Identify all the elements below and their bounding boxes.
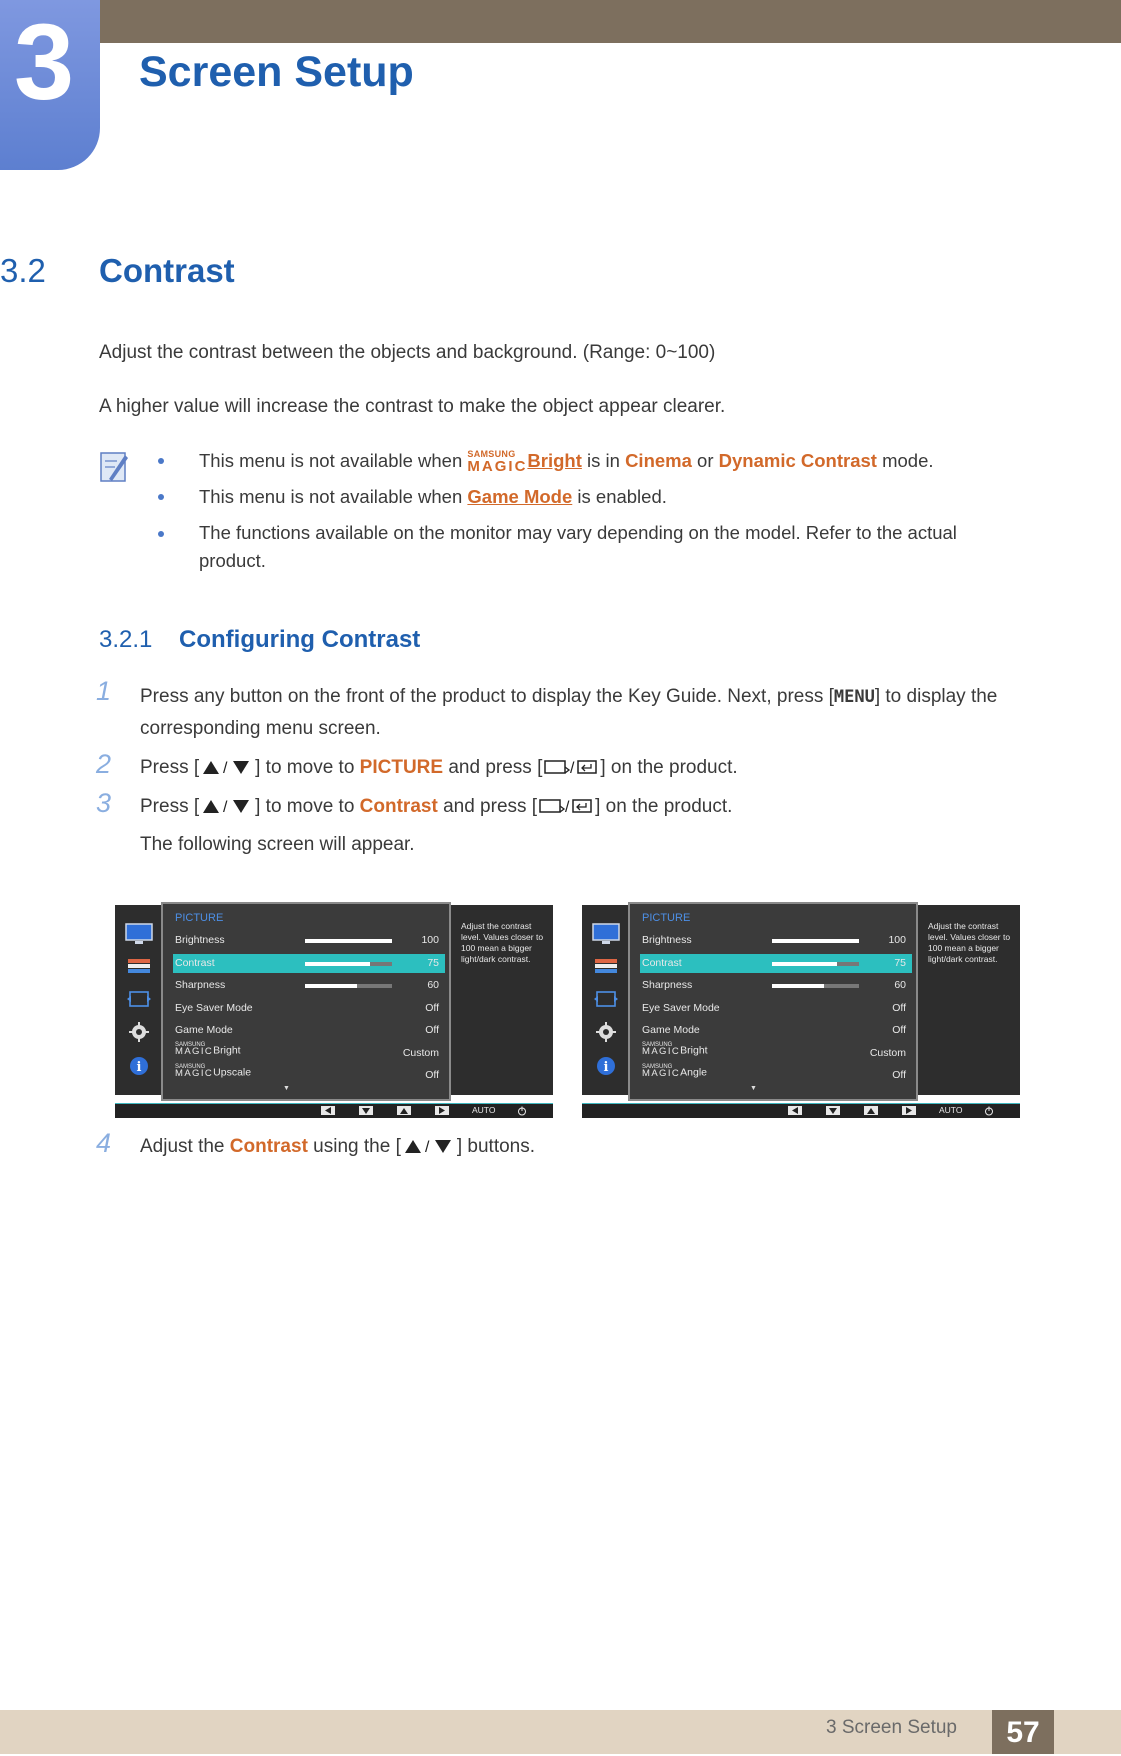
- step-1-number: 1: [96, 676, 112, 706]
- osd-picture-menu: [628, 902, 918, 1101]
- color-icon[interactable]: [592, 957, 620, 975]
- osd-row-value: 75: [894, 956, 906, 969]
- picture-monitor-icon[interactable]: [592, 923, 620, 945]
- svg-text:i: i: [603, 1060, 609, 1075]
- osd-row-value: Off: [892, 1024, 906, 1036]
- osd-row-label: Game Mode: [175, 1024, 233, 1036]
- step-2-number: 2: [96, 749, 112, 779]
- samsung-magic-logo: SAMSUNG MAGIC: [467, 449, 528, 475]
- osd-row-label: SAMSUNG MAGIC Upscale: [175, 1064, 252, 1080]
- bullet-dot: [158, 458, 164, 464]
- intro-paragraph-2: A higher value will increase the contrast to make the object appear clearer.: [99, 396, 726, 417]
- osd-menu-header: PICTURE: [642, 912, 691, 924]
- step-4-text: Adjust the Contrast using the [ / ] buttons.: [140, 1136, 536, 1157]
- chapter-title: Screen Setup: [139, 48, 414, 96]
- osd-row-value: Off: [425, 1069, 439, 1081]
- osd-row-label: Brightness: [175, 934, 225, 946]
- osd-row-value: 75: [427, 956, 439, 969]
- osd-row-value: 60: [427, 979, 439, 991]
- osd-menu-row[interactable]: [640, 954, 912, 973]
- osd-row-label: Contrast: [175, 956, 215, 969]
- chapter-number: 3: [13, 1, 75, 122]
- page-number: 57: [992, 1710, 1054, 1754]
- game-mode-link[interactable]: Game Mode: [467, 486, 573, 507]
- osd-row-label: Sharpness: [642, 979, 693, 991]
- picture-label: PICTURE: [359, 757, 444, 778]
- osd-menu-row[interactable]: [640, 931, 912, 950]
- osd-menu-row[interactable]: [640, 976, 912, 995]
- power-icon[interactable]: [984, 1106, 994, 1116]
- size-position-icon[interactable]: [125, 988, 153, 1010]
- footer-chapter-label: 3 Screen Setup: [826, 1717, 957, 1738]
- osd-row-value: Off: [425, 1001, 439, 1014]
- section-number: 3.2: [0, 252, 46, 289]
- osd-key-guide-bar: [582, 1103, 1020, 1118]
- picture-monitor-icon[interactable]: [125, 923, 153, 945]
- up-down-arrows-icon: [401, 1137, 457, 1155]
- size-position-icon[interactable]: [592, 988, 620, 1010]
- step-3-text: Press [ / ] to move to Contrast and press [ / ] on the product.: [140, 796, 733, 817]
- osd-slider-fill: [305, 984, 357, 988]
- up-arrow-key-icon[interactable]: [397, 1106, 411, 1115]
- osd-slider-fill: [305, 939, 392, 943]
- osd-menu-header: PICTURE: [175, 912, 224, 924]
- osd-slider-fill: [305, 962, 370, 966]
- info-icon[interactable]: [125, 1055, 153, 1077]
- osd-row-label: Eye Saver Mode: [642, 1001, 720, 1014]
- osd-menu-row[interactable]: [640, 999, 912, 1018]
- note-1-text-a: This menu is not available when: [199, 450, 468, 471]
- auto-key-label[interactable]: AUTO: [472, 1105, 496, 1115]
- osd-slider-track: [772, 939, 859, 943]
- osd-row-label: Game Mode: [642, 1024, 700, 1036]
- bullet-dot: [158, 531, 164, 537]
- samsung-magic-logo: SAMSUNG MAGIC: [175, 1041, 214, 1057]
- magic-bright-link[interactable]: SAMSUNG MAGIC Bright: [467, 449, 582, 475]
- osd-slider-track: [305, 984, 392, 988]
- note-1-text-b: is in: [581, 450, 626, 471]
- osd-help-text: Adjust the contrast level. Values closer to 100 mean a bigger light/dark contrast.: [928, 921, 1011, 964]
- chapter-tab: [0, 0, 100, 170]
- contrast-label: Contrast: [359, 796, 438, 817]
- note-2: This menu is not available when Game Mode is enabled.: [199, 486, 667, 507]
- osd-row-label: SAMSUNG MAGIC Bright: [642, 1041, 708, 1057]
- down-arrow-key-icon[interactable]: [359, 1106, 373, 1115]
- osd-row-value: Custom: [402, 1046, 439, 1059]
- osd-row-label: SAMSUNG MAGIC Bright: [175, 1041, 241, 1057]
- step-3-number: 3: [96, 788, 112, 818]
- left-arrow-key-icon[interactable]: [321, 1106, 335, 1115]
- section-title: Contrast: [99, 252, 235, 289]
- menu-enter-icon: [537, 797, 595, 815]
- osd-row-label: Brightness: [642, 934, 692, 946]
- cinema-label: Cinema: [625, 450, 692, 471]
- osd-row-value: Custom: [869, 1046, 906, 1059]
- osd-screenshot-right: [582, 905, 1020, 1119]
- osd-menu-row[interactable]: [640, 1021, 912, 1040]
- osd-menu-row[interactable]: [173, 1066, 445, 1085]
- osd-menu-row[interactable]: [640, 1066, 912, 1085]
- samsung-magic-logo: SAMSUNG MAGIC: [642, 1064, 681, 1080]
- note-icon: [99, 449, 129, 483]
- osd-key-guide-bar: [115, 1103, 553, 1118]
- osd-row-value: 60: [894, 979, 906, 991]
- gear-icon[interactable]: [125, 1021, 153, 1043]
- samsung-magic-logo: SAMSUNG MAGIC: [175, 1064, 214, 1080]
- osd-menu-row[interactable]: [173, 976, 445, 995]
- osd-icon-sidebar: [582, 905, 628, 1095]
- osd-slider-fill: [772, 939, 859, 943]
- subsection-number: 3.2.1: [99, 626, 153, 653]
- osd-menu-row[interactable]: [173, 954, 445, 973]
- osd-screenshot-left: [115, 905, 553, 1119]
- right-arrow-key-icon[interactable]: [435, 1106, 449, 1115]
- contrast-label: Contrast: [229, 1136, 308, 1157]
- svg-text:/: /: [570, 760, 575, 776]
- step-3-follow-text: The following screen will appear.: [140, 834, 415, 855]
- osd-row-label: Sharpness: [175, 979, 226, 991]
- osd-slider-fill: [772, 962, 837, 966]
- bullet-dot: [158, 494, 164, 500]
- osd-row-label: SAMSUNG MAGIC Angle: [642, 1064, 707, 1080]
- subsection-title: Configuring Contrast: [179, 626, 421, 653]
- osd-slider-track: [305, 962, 392, 966]
- step-2-text: Press [ / ] to move to PICTURE and press [ / ] on the product.: [140, 757, 738, 778]
- gear-icon[interactable]: [592, 1021, 620, 1043]
- step-4-number: 4: [96, 1128, 112, 1158]
- osd-help-panel: [451, 905, 553, 1095]
- osd-slider-fill: [772, 984, 824, 988]
- osd-menu-row[interactable]: [173, 1021, 445, 1040]
- osd-icon-sidebar: [115, 905, 161, 1095]
- osd-help-text: Adjust the contrast level. Values closer to 100 mean a bigger light/dark contrast.: [461, 921, 544, 964]
- up-down-arrows-icon: [199, 758, 255, 776]
- osd-menu-row[interactable]: [173, 931, 445, 950]
- osd-row-value: Off: [892, 1001, 906, 1014]
- svg-text:/: /: [424, 1139, 430, 1155]
- osd-row-label: Eye Saver Mode: [175, 1001, 253, 1014]
- up-arrow-key-icon[interactable]: [864, 1106, 878, 1115]
- scroll-down-icon: ▼: [750, 1085, 757, 1092]
- svg-text:/: /: [223, 760, 228, 776]
- left-arrow-key-icon[interactable]: [788, 1106, 802, 1115]
- step-1-text: Press any button on the front of the product to display the Key Guide. Next, press [MENU] to display the corresponding menu screen.: [140, 686, 998, 739]
- intro-paragraph-1: Adjust the contrast between the objects and background. (Range: 0~100): [99, 342, 716, 363]
- osd-row-value: Off: [425, 1024, 439, 1036]
- note-1: This menu is not available when SAMSUNG MAGIC Bright is in Cinema or Dynamic Contrast mode.: [199, 449, 934, 475]
- color-icon[interactable]: [125, 957, 153, 975]
- down-arrow-key-icon[interactable]: [826, 1106, 840, 1115]
- osd-row-value: 100: [888, 934, 906, 946]
- osd-row-value: 100: [421, 934, 439, 946]
- osd-picture-menu: [161, 902, 451, 1101]
- up-down-arrows-icon: [199, 797, 255, 815]
- note-3: The functions available on the monitor may vary depending on the model. Refer to the actual product.: [199, 522, 957, 571]
- dynamic-contrast-label: Dynamic Contrast: [718, 450, 877, 471]
- info-icon[interactable]: [592, 1055, 620, 1077]
- menu-enter-icon: [542, 758, 600, 776]
- samsung-magic-logo: SAMSUNG MAGIC: [642, 1041, 681, 1057]
- right-arrow-key-icon[interactable]: [902, 1106, 916, 1115]
- svg-text:/: /: [565, 799, 570, 815]
- osd-slider-track: [772, 984, 859, 988]
- osd-menu-row[interactable]: [173, 1041, 445, 1063]
- svg-text:i: i: [136, 1060, 142, 1075]
- scroll-down-icon: ▼: [283, 1085, 290, 1092]
- osd-slider-track: [305, 939, 392, 943]
- osd-menu-row[interactable]: [640, 1041, 912, 1063]
- osd-row-label: Contrast: [642, 956, 682, 969]
- menu-key: MENU: [833, 687, 875, 707]
- svg-text:/: /: [223, 799, 228, 815]
- top-banner: [0, 0, 1121, 43]
- osd-menu-row[interactable]: [173, 999, 445, 1018]
- auto-key-label[interactable]: AUTO: [939, 1105, 963, 1115]
- osd-slider-track: [772, 962, 859, 966]
- osd-help-panel: [918, 905, 1020, 1095]
- osd-row-value: Off: [892, 1069, 906, 1081]
- power-icon[interactable]: [517, 1106, 527, 1116]
